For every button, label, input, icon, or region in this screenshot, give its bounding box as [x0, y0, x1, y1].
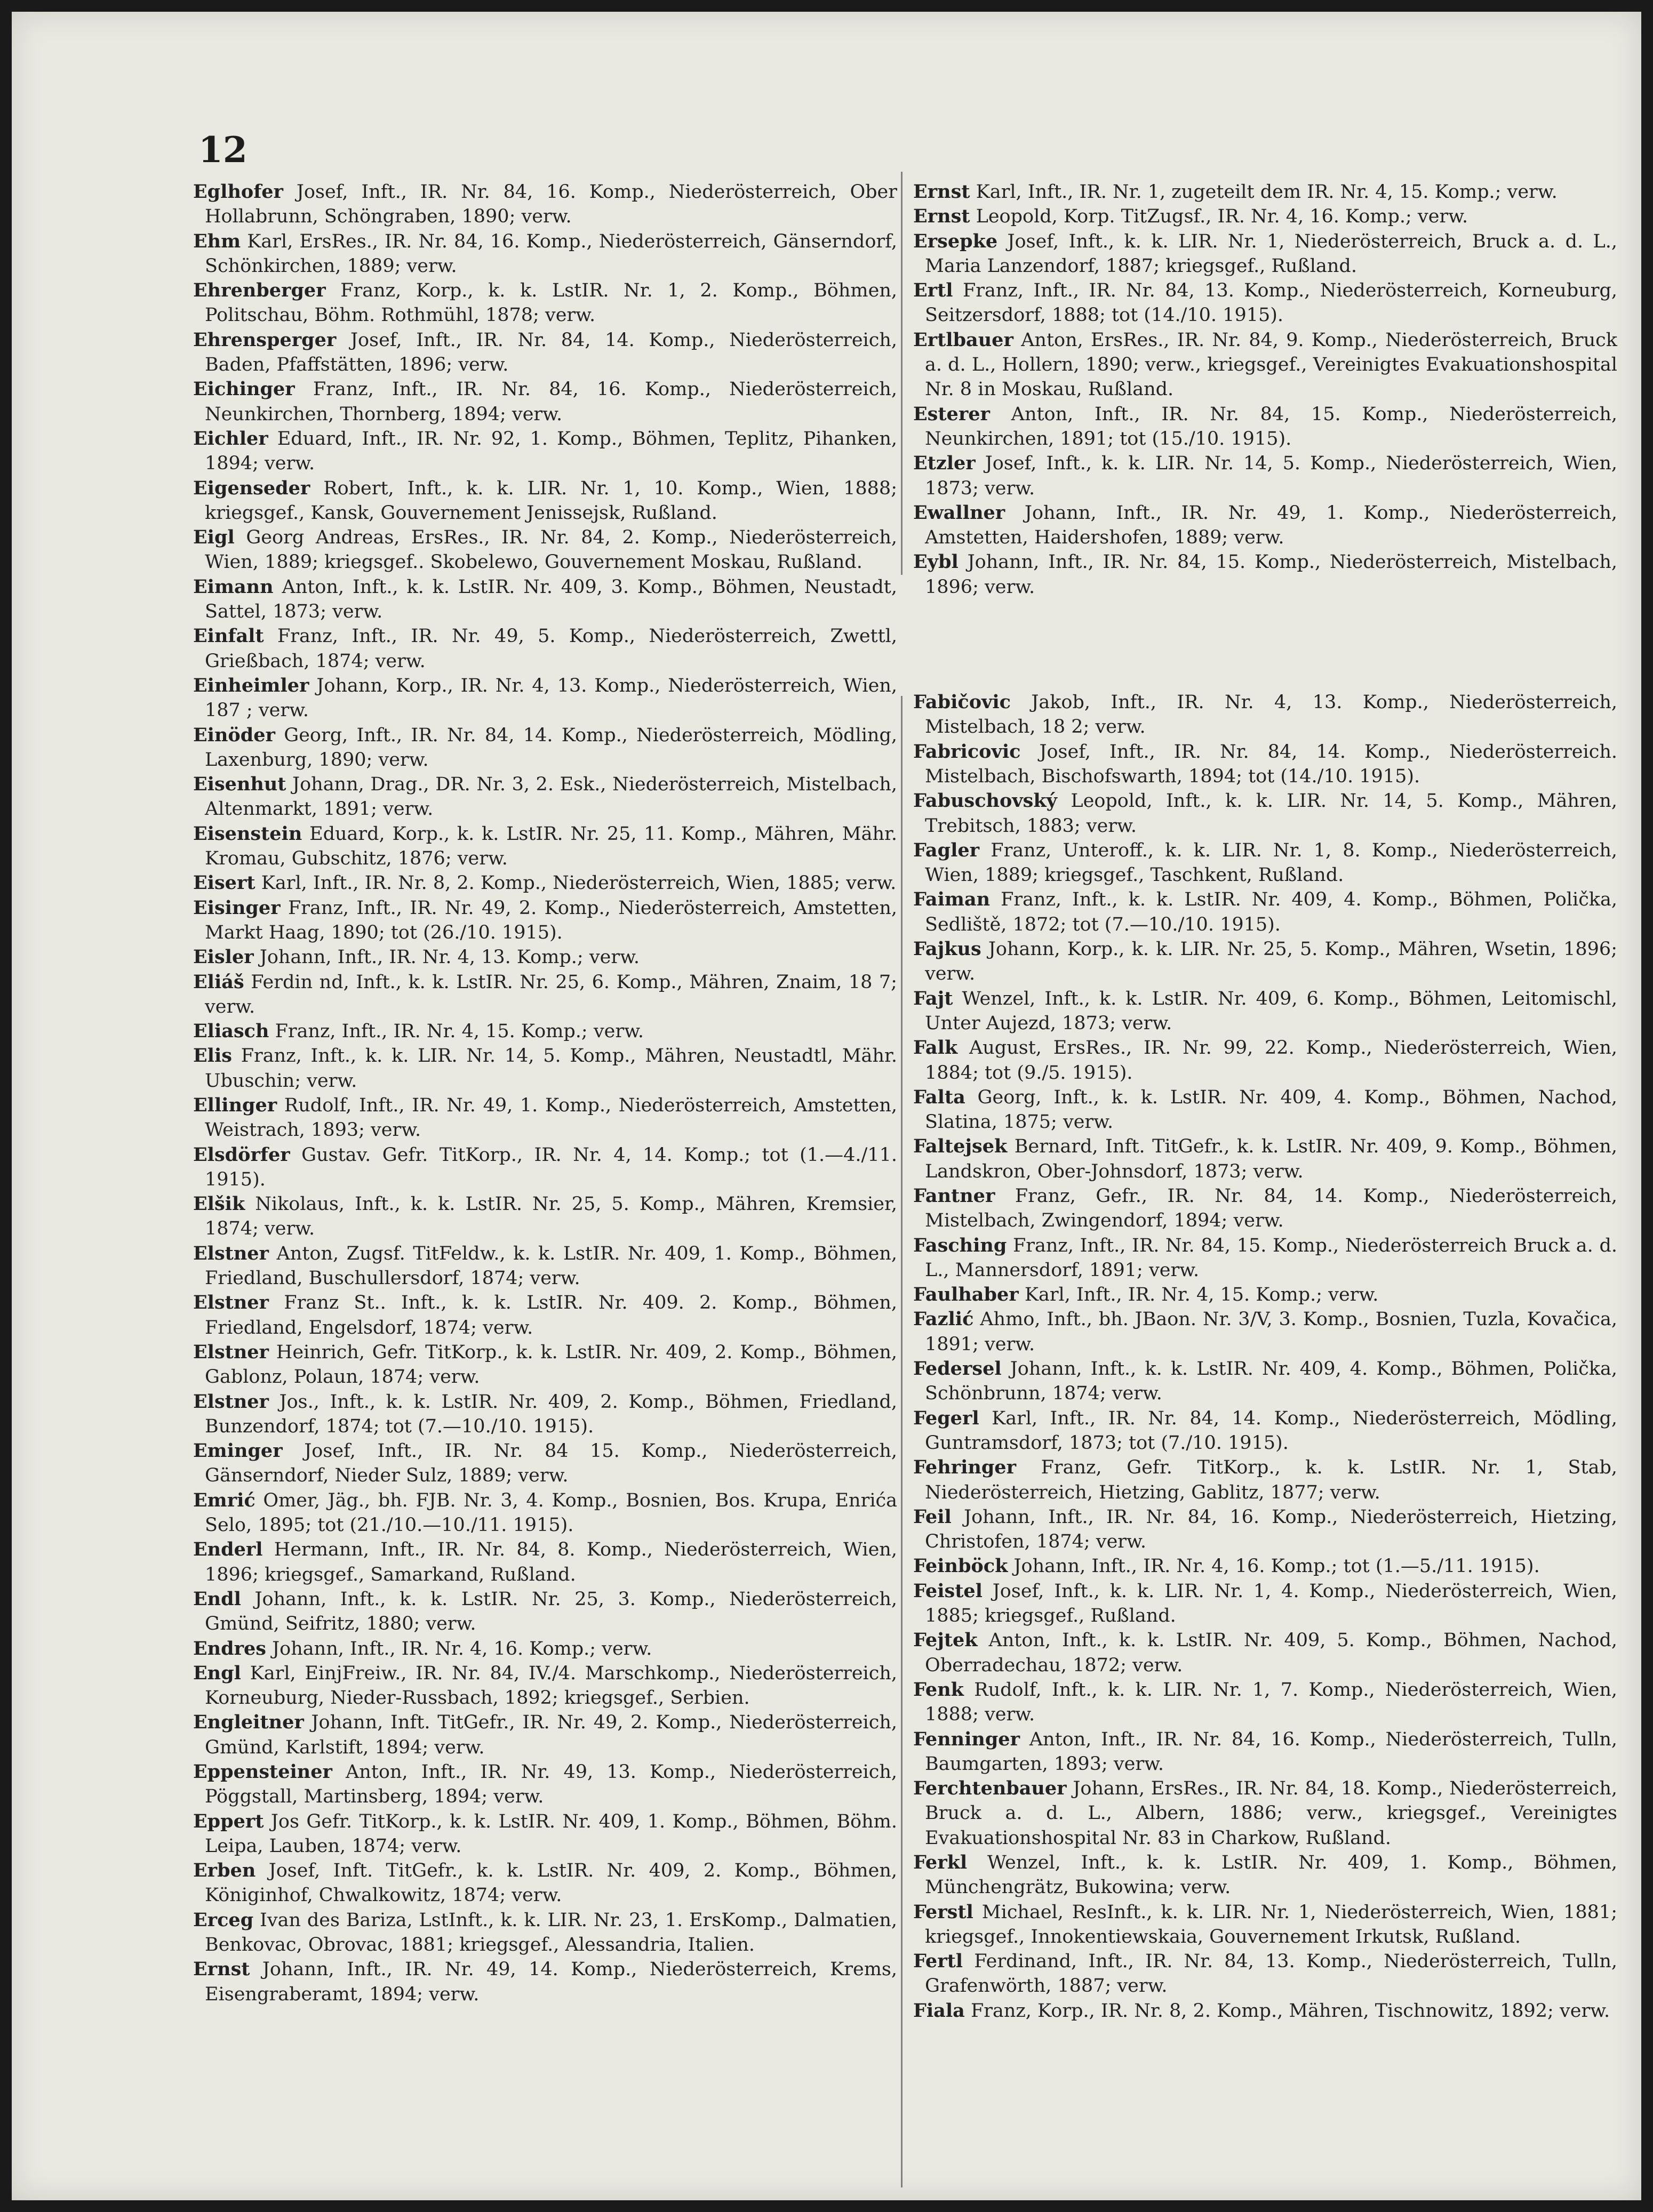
- entry-surname: Feil: [913, 1505, 952, 1528]
- entry-surname: Feinböck: [913, 1555, 1008, 1577]
- entry-surname: Elstner: [193, 1390, 269, 1413]
- entry-details: Heinrich, Gefr. TitKorp., k. k. LstIR. Nr. 409, 2. Komp., Böhmen, Gablonz, Polaun, 1874; verw.: [205, 1341, 897, 1388]
- entry-details: Josef, Inft., IR. Nr. 84 15. Komp., Niederösterreich, Gänserndorf, Nieder Sulz, 1889; verw.: [205, 1440, 897, 1487]
- entry-details: Anton, ErsRes., IR. Nr. 84, 9. Komp., Niederösterreich, Bruck a. d. L., Hollern, 1890; verw., kriegsgef., Vereinigtes Evakuationshospital Nr. 8 in Moskau, Rußland.: [925, 329, 1617, 400]
- register-entry: [913, 1455, 1617, 1505]
- entry-details: Johann, Inft., IR. Nr. 49, 1. Komp., Niederösterreich, Amstetten, Haidershofen, 1889; verw.: [925, 502, 1617, 549]
- register-entry: [193, 772, 897, 822]
- entry-details: Rudolf, Inft., IR. Nr. 49, 1. Komp., Niederösterreich, Amstetten, Weistrach, 1893; verw.: [205, 1094, 897, 1141]
- column-divider: [901, 172, 903, 2187]
- entry-surname: Falk: [913, 1037, 958, 1059]
- entry-surname: Fabricovic: [913, 740, 1021, 763]
- entry-surname: Ernst: [913, 205, 970, 228]
- entry-details: Gustav. Gefr. TitKorp., IR. Nr. 4, 14. Komp.; tot (1.—4./11. 1915).: [205, 1144, 897, 1190]
- register-entry: [193, 278, 897, 328]
- entry-details: Wenzel, Inft., k. k. LstIR. Nr. 409, 1. Komp., Böhmen, Münchengrätz, Bukowina; verw.: [925, 1852, 1617, 1898]
- register-entry: [193, 476, 897, 526]
- entry-surname: Eisler: [193, 946, 254, 968]
- entry-details: Johann, Drag., DR. Nr. 3, 2. Esk., Niederösterreich, Mistelbach, Altenmarkt, 1891; verw.: [205, 774, 897, 820]
- entry-details: August, ErsRes., IR. Nr. 99, 22. Komp., Niederösterreich, Wien, 1884; tot (9./5. 1915).: [925, 1037, 1617, 1084]
- register-entry: [193, 180, 897, 229]
- entry-details: Anton, Inft., IR. Nr. 49, 13. Komp., Niederösterreich, Pöggstall, Martinsberg, 1894; verw.: [205, 1761, 897, 1808]
- entry-details: Eduard, Korp., k. k. LstIR. Nr. 25, 11. Komp., Mähren, Mähr. Kromau, Gubschitz, 1876; verw.: [205, 823, 897, 870]
- register-entry: [913, 1184, 1617, 1233]
- entry-details: Franz, Unteroff., k. k. LIR. Nr. 1, 8. Komp., Niederösterreich, Wien, 1889; kriegsgef., Taschkent, Rußland.: [925, 839, 1617, 886]
- register-entry: [913, 1233, 1617, 1283]
- register-entry: [193, 1390, 897, 1439]
- entry-surname: Eimann: [193, 575, 274, 598]
- entry-surname: Endl: [193, 1588, 241, 1610]
- entry-surname: Ehrensperger: [193, 328, 337, 351]
- entry-surname: Ernst: [193, 1958, 250, 1981]
- register-entry: [193, 871, 897, 895]
- register-entry: [193, 945, 897, 969]
- register-entry: [913, 501, 1617, 550]
- register-entry: [913, 690, 1617, 740]
- entry-details: Michael, ResInft., k. k. LIR. Nr. 1, Niederösterreich, Wien, 1881; kriegsgef., Innokentiewskaia, Gouvernement Irkutsk, Rußland.: [925, 1901, 1617, 1947]
- register-entry: [193, 1143, 897, 1192]
- entry-details: Johann, Inft., IR. Nr. 49, 14. Komp., Niederösterreich, Krems, Eisengraberamt, 1894; verw.: [205, 1959, 897, 2005]
- entry-details: Franz, Inft., k. k. LstIR. Nr. 409, 4. Komp., Böhmen, Polička, Sedliště, 1872; tot (7.—10./10. 1915).: [925, 889, 1617, 935]
- entry-surname: Fejtek: [913, 1629, 978, 1652]
- register-entry: [193, 328, 897, 378]
- entry-details: Johann, Inft., IR. Nr. 4, 16. Komp.; verw.: [272, 1638, 652, 1660]
- entry-details: Anton, Inft., k. k. LstIR. Nr. 409, 5. Komp., Böhmen, Nachod, Oberradechau, 1872; verw.: [925, 1630, 1617, 1676]
- register-entry: [913, 1357, 1617, 1406]
- entry-details: Johann, Inft., IR. Nr. 84, 16. Komp., Niederösterreich, Hietzing, Christofen, 1874; verw.: [925, 1506, 1617, 1553]
- entry-surname: Faulhaber: [913, 1284, 1019, 1306]
- register-entry: [193, 1019, 897, 1044]
- entry-details: Anton, Inft., k. k. LstIR. Nr. 409, 3. Komp., Böhmen, Neustadt, Sattel, 1873; verw.: [205, 576, 897, 623]
- entry-surname: Ferkl: [913, 1852, 968, 1873]
- entry-surname: Ferchtenbauer: [913, 1777, 1067, 1800]
- entry-surname: Falta: [913, 1086, 965, 1108]
- entry-surname: Fabičovic: [913, 691, 1011, 714]
- entry-surname: Fiala: [913, 1999, 965, 2022]
- register-entry: [913, 204, 1617, 229]
- register-entry: [913, 1036, 1617, 1085]
- register-entry: [193, 1661, 897, 1711]
- entry-details: Franz, Inft., IR. Nr. 84, 15. Komp., Niederösterreich Bruck a. d. L., Mannersdorf, 1891; verw.: [925, 1235, 1617, 1281]
- entry-details: Josef, Inft., IR. Nr. 84, 16. Komp., Niederösterreich, Ober Hollabrunn, Schöngraben, 1890; verw.: [205, 181, 897, 228]
- entry-surname: Fazlić: [913, 1308, 974, 1331]
- entry-details: Karl, Inft., IR. Nr. 1, zugeteilt dem IR. Nr. 4, 15. Komp.; verw.: [976, 181, 1558, 203]
- register-entry: [913, 402, 1617, 452]
- entry-surname: Faltejsek: [913, 1135, 1008, 1158]
- register-entry: [193, 1340, 897, 1390]
- entry-surname: Elis: [193, 1045, 232, 1067]
- entry-details: Franz, Gefr. TitKorp., k. k. LstIR. Nr. 1, Stab, Niederösterreich, Hietzing, Gablitz, 1877; verw.: [925, 1457, 1617, 1503]
- document-page: [12, 12, 1641, 2200]
- register-entry: [913, 740, 1617, 789]
- entry-details: Eduard, Inft., IR. Nr. 92, 1. Komp., Böhmen, Teplitz, Pihanken, 1894; verw.: [205, 428, 897, 475]
- register-entry: [913, 1307, 1617, 1357]
- entry-surname: Fasching: [913, 1234, 1007, 1256]
- entry-surname: Ellinger: [193, 1094, 277, 1116]
- entry-details: Josef, Inft., k. k. LIR. Nr. 1, 4. Komp., Niederösterreich, Wien, 1885; kriegsgef., Rußland.: [925, 1580, 1617, 1627]
- entry-surname: Eppensteiner: [193, 1761, 332, 1783]
- entry-surname: Fegerl: [913, 1407, 979, 1429]
- entry-surname: Elsdörfer: [193, 1143, 290, 1166]
- entry-surname: Ehm: [193, 230, 241, 252]
- register-entry: [913, 1727, 1617, 1777]
- register-entry: [913, 1085, 1617, 1135]
- entry-surname: Einheimler: [193, 674, 309, 696]
- register-entry: [193, 674, 897, 723]
- entry-details: Omer, Jäg., bh. FJB. Nr. 3, 4. Komp., Bosnien, Bos. Krupa, Enrića Selo, 1895; tot (21./10.—10./11. 1915).: [205, 1489, 897, 1536]
- register-entry: [193, 1809, 897, 1859]
- register-entry: [913, 987, 1617, 1036]
- entry-surname: Enderl: [193, 1538, 263, 1561]
- entry-surname: Fenk: [913, 1678, 964, 1701]
- register-entry: [193, 1537, 897, 1587]
- entry-details: Josef, Inft., IR. Nr. 84, 14. Komp., Niederösterreich, Baden, Pfaffstätten, 1896; verw.: [205, 329, 897, 376]
- entry-surname: Fagler: [913, 839, 980, 861]
- entry-surname: Eisert: [193, 872, 255, 894]
- entry-surname: Ernst: [913, 181, 970, 203]
- register-entry: [913, 1678, 1617, 1727]
- register-entry: [193, 1192, 897, 1241]
- entry-surname: Elstner: [193, 1341, 269, 1363]
- entry-details: Karl, Inft., IR. Nr. 4, 15. Komp.; verw.: [1024, 1284, 1379, 1306]
- register-entry: [913, 887, 1617, 937]
- entry-details: Johann, ErsRes., IR. Nr. 84, 18. Komp., Niederösterreich, Bruck a. d. L., Albern, 1886; verw., kriegsgef., Vereinigtes Evakuationshospital Nr. 83 in Charkow, Rußland.: [925, 1778, 1617, 1849]
- register-entry: [193, 723, 897, 773]
- entry-surname: Faiman: [913, 888, 991, 911]
- entry-details: Anton, Inft., IR. Nr. 84, 15. Komp., Niederösterreich, Neunkirchen, 1891; tot (15./10. 1915).: [925, 403, 1617, 450]
- register-entry: [913, 1949, 1617, 1999]
- register-entry: [193, 1710, 897, 1760]
- entry-surname: Eigl: [193, 526, 235, 549]
- entry-surname: Elšik: [193, 1193, 245, 1215]
- right-column-top-section: [913, 180, 1617, 599]
- entry-surname: Einöder: [193, 724, 275, 746]
- entry-surname: Ertl: [913, 279, 953, 302]
- entry-surname: Fabuschovský: [913, 790, 1057, 812]
- entry-surname: Fajt: [913, 987, 953, 1009]
- entry-details: Josef, Inft., IR. Nr. 84, 14. Komp., Niederösterreich. Mistelbach, Bischofswarth, 1894; tot (14./10. 1915).: [925, 741, 1617, 787]
- register-entry: [193, 1439, 897, 1488]
- register-entry: [193, 1760, 897, 1809]
- entry-details: Wenzel, Inft., k. k. LstIR. Nr. 409, 6. Komp., Böhmen, Leitomischl, Unter Aujezd, 1873; verw.: [925, 988, 1617, 1034]
- register-entry: [913, 278, 1617, 328]
- entry-details: Josef, Inft., k. k. LIR. Nr. 14, 5. Komp., Niederösterreich, Wien, 1873; verw.: [925, 453, 1617, 499]
- entry-details: Franz, Inft., IR. Nr. 84, 13. Komp., Niederösterreich, Korneuburg, Seitzersdorf, 1888; tot (14./10. 1915).: [925, 280, 1617, 326]
- entry-surname: Fenninger: [913, 1728, 1020, 1750]
- register-entry: [193, 1637, 897, 1661]
- entry-details: Franz, Inft., IR. Nr. 49, 2. Komp., Niederösterreich, Amstetten, Markt Haag, 1890; tot (26./10. 1915).: [205, 897, 897, 943]
- entry-surname: Erceg: [193, 1909, 254, 1931]
- entry-details: Jos Gefr. TitKorp., k. k. LstIR. Nr. 409, 1. Komp., Böhmen, Böhm. Leipa, Lauben, 1874; verw.: [205, 1810, 897, 1857]
- entry-surname: Feistel: [913, 1580, 983, 1602]
- register-entry: [193, 1291, 897, 1340]
- entry-details: Karl, EinjFreiw., IR. Nr. 84, IV./4. Marschkomp., Niederösterreich, Korneuburg, Nieder-Russbach, 1892; kriegsgef., Serbien.: [205, 1662, 897, 1709]
- entry-details: Georg Andreas, ErsRes., IR. Nr. 84, 2. Komp., Niederösterreich, Wien, 1889; kriegsgef.. Skobelewo, Gouvernement Moskau, Rußland.: [205, 527, 897, 573]
- entry-details: Franz, Inft., k. k. LIR. Nr. 14, 5. Komp., Mähren, Neustadtl, Mähr. Ubuschin; verw.: [205, 1045, 897, 1092]
- register-entry: [913, 180, 1617, 204]
- entry-surname: Eppert: [193, 1810, 264, 1832]
- entry-surname: Engl: [193, 1662, 241, 1684]
- register-entry: [913, 1628, 1617, 1678]
- entry-details: Karl, Inft., IR. Nr. 8, 2. Komp., Niederösterreich, Wien, 1885; verw.: [261, 872, 897, 894]
- register-entry: [913, 451, 1617, 501]
- register-entry: [193, 229, 897, 279]
- entry-details: Franz, Korp., IR. Nr. 8, 2. Komp., Mähren, Tischnowitz, 1892; verw.: [970, 2000, 1610, 2022]
- register-entry: [193, 427, 897, 476]
- entry-details: Anton, Inft., IR. Nr. 84, 16. Komp., Niederösterreich, Tulln, Baumgarten, 1893; verw.: [925, 1728, 1617, 1775]
- right-column-bottom-section: [913, 690, 1617, 2023]
- entry-surname: Eisinger: [193, 896, 281, 919]
- register-entry: [913, 838, 1617, 888]
- entry-surname: Engleitner: [193, 1711, 304, 1734]
- entry-surname: Eminger: [193, 1440, 283, 1462]
- entry-details: Jakob, Inft., IR. Nr. 4, 13. Komp., Niederösterreich, Mistelbach, 18 2; verw.: [925, 692, 1617, 738]
- entry-surname: Eigenseder: [193, 477, 310, 499]
- entry-details: Georg, Inft., IR. Nr. 84, 14. Komp., Niederösterreich, Mödling, Laxenburg, 1890; verw.: [205, 724, 897, 771]
- entry-details: Jos., Inft., k. k. LstIR. Nr. 409, 2. Komp., Böhmen, Friedland, Bunzendorf, 1874; tot (7.—10./10. 1915).: [205, 1391, 897, 1437]
- register-entry: [193, 1044, 897, 1093]
- entry-details: Johann, Korp., IR. Nr. 4, 13. Komp., Niederösterreich, Wien, 187 ; verw.: [205, 675, 897, 722]
- register-entry: [193, 1093, 897, 1143]
- entry-surname: Eglhofer: [193, 181, 284, 203]
- page-number: 12: [198, 129, 247, 171]
- entry-details: Franz, Inft., IR. Nr. 84, 16. Komp., Niederösterreich, Neunkirchen, Thornberg, 1894; verw.: [205, 379, 897, 425]
- entry-details: Robert, Inft., k. k. LIR. Nr. 1, 10. Komp., Wien, 1888; kriegsgef., Kansk, Gouvernement Jenissejsk, Rußland.: [205, 477, 897, 524]
- register-entry: [193, 896, 897, 945]
- entry-details: Ferdin nd, Inft., k. k. LstIR. Nr. 25, 6. Komp., Mähren, Znaim, 18 7; verw.: [205, 971, 897, 1017]
- register-entry: [913, 550, 1617, 599]
- entry-surname: Fehringer: [913, 1456, 1017, 1479]
- section-gap: [913, 599, 1617, 690]
- entry-surname: Eisenhut: [193, 773, 286, 796]
- entry-details: Johann, Inft., IR. Nr. 84, 15. Komp., Niederösterreich, Mistelbach, 1896; verw.: [925, 551, 1617, 598]
- entry-surname: Eybl: [913, 551, 959, 573]
- entry-details: Franz, Korp., k. k. LstIR. Nr. 1, 2. Komp., Böhmen, Politschau, Böhm. Rothmühl, 1878; verw.: [205, 280, 897, 326]
- entry-surname: Eichinger: [193, 378, 295, 400]
- register-entry: [913, 1554, 1617, 1578]
- entry-surname: Fantner: [913, 1184, 995, 1207]
- entry-surname: Ewallner: [913, 501, 1005, 524]
- register-entry: [193, 970, 897, 1020]
- entry-surname: Erben: [193, 1860, 256, 1882]
- entry-details: Georg, Inft., k. k. LstIR. Nr. 409, 4. Komp., Böhmen, Nachod, Slatina, 1875; verw.: [925, 1086, 1617, 1133]
- entry-details: Rudolf, Inft., k. k. LIR. Nr. 1, 7. Komp., Niederösterreich, Wien, 1888; verw.: [925, 1679, 1617, 1726]
- entry-surname: Einfalt: [193, 625, 264, 647]
- register-entry: [193, 1908, 897, 1958]
- entry-surname: Elstner: [193, 1292, 269, 1314]
- entry-details: Leopold, Korp. TitZugsf., IR. Nr. 4, 16. Komp.; verw.: [976, 206, 1468, 228]
- register-entry: [913, 1900, 1617, 1950]
- entry-details: Bernard, Inft. TitGefr., k. k. LstIR. Nr. 409, 9. Komp., Böhmen, Landskron, Ober-Johnsdorf, 1873; verw.: [925, 1136, 1617, 1182]
- entry-details: Karl, Inft., IR. Nr. 84, 14. Komp., Niederösterreich, Mödling, Guntramsdorf, 1873; tot (7./10. 1915).: [925, 1407, 1617, 1454]
- entry-surname: Ferstl: [913, 1901, 973, 1923]
- register-entry: [193, 822, 897, 871]
- register-entry: [913, 328, 1617, 402]
- entry-details: Johann, Inft., k. k. LstIR. Nr. 25, 3. Komp., Niederösterreich, Gmünd, Seifritz, 1880; verw.: [205, 1588, 897, 1635]
- entry-surname: Esterer: [913, 403, 990, 425]
- entry-details: Franz, Inft., IR. Nr. 49, 5. Komp., Niederösterreich, Zwettl, Grießbach, 1874; verw.: [205, 626, 897, 672]
- register-entry: [913, 1579, 1617, 1629]
- register-entry: [913, 937, 1617, 987]
- register-entry: [193, 624, 897, 674]
- register-entry: [913, 1134, 1617, 1184]
- entry-details: Johann, Inft., IR. Nr. 4, 16. Komp.; tot (1.—5./11. 1915).: [1013, 1556, 1540, 1577]
- entry-surname: Ertlbauer: [913, 328, 1013, 351]
- register-entry: [913, 789, 1617, 838]
- entry-surname: Eisenstein: [193, 822, 302, 845]
- register-entry: [193, 575, 897, 624]
- entry-details: Franz St.. Inft., k. k. LstIR. Nr. 409. 2. Komp., Böhmen, Friedland, Engelsdorf, 1874; verw.: [205, 1292, 897, 1339]
- entry-surname: Elstner: [193, 1242, 269, 1264]
- register-entry: [913, 1776, 1617, 1850]
- entry-details: Johann, Inft., IR. Nr. 4, 13. Komp.; verw.: [259, 947, 640, 968]
- entry-surname: Eliasch: [193, 1020, 269, 1043]
- register-entry: [913, 1283, 1617, 1307]
- entry-details: Karl, ErsRes., IR. Nr. 84, 16. Komp., Niederösterreich, Gänserndorf, Schönkirchen, 1889; verw.: [205, 230, 897, 277]
- register-entry: [193, 1957, 897, 2007]
- entry-details: Josef, Inft., k. k. LIR. Nr. 1, Niederösterreich, Bruck a. d. L., Maria Lanzendorf, 1887; kriegsgef., Rußland.: [925, 230, 1617, 277]
- entry-surname: Etzler: [913, 452, 976, 475]
- entry-surname: Eliáš: [193, 971, 244, 993]
- entry-details: Franz, Gefr., IR. Nr. 84, 14. Komp., Niederösterreich, Mistelbach, Zwingendorf, 1894; verw.: [925, 1185, 1617, 1232]
- entry-surname: Fertl: [913, 1950, 963, 1973]
- entry-details: Franz, Inft., IR. Nr. 4, 15. Komp.; verw.: [275, 1021, 644, 1043]
- entry-surname: Fajkus: [913, 938, 981, 960]
- register-entry: [193, 1587, 897, 1637]
- entry-surname: Emrić: [193, 1489, 255, 1511]
- entry-details: Ferdinand, Inft., IR. Nr. 84, 13. Komp., Niederösterreich, Tulln, Grafenwörth, 1887; verw.: [925, 1951, 1617, 1997]
- register-entry: [913, 1406, 1617, 1456]
- register-entry: [193, 1488, 897, 1538]
- entry-details: Johann, Inft., k. k. LstIR. Nr. 409, 4. Komp., Böhmen, Polička, Schönbrunn, 1874; verw.: [925, 1358, 1617, 1405]
- right-column: [913, 180, 1617, 2023]
- entry-details: Hermann, Inft., IR. Nr. 84, 8. Komp., Niederösterreich, Wien, 1896; kriegsgef., Samarkand, Rußland.: [205, 1539, 897, 1585]
- entry-details: Leopold, Inft., k. k. LIR. Nr. 14, 5. Komp., Mähren, Trebitsch, 1883; verw.: [925, 790, 1617, 837]
- entry-details: Johann, Korp., k. k. LIR. Nr. 25, 5. Komp., Mähren, Wsetin, 1896; verw.: [925, 939, 1617, 985]
- entry-surname: Ehrenberger: [193, 279, 326, 302]
- entry-surname: Federsel: [913, 1358, 1002, 1380]
- entry-details: Ahmo, Inft., bh. JBaon. Nr. 3/V, 3. Komp., Bosnien, Tuzla, Kovačica, 1891; verw.: [925, 1309, 1617, 1355]
- entry-surname: Ersepke: [913, 230, 998, 252]
- register-entry: [913, 1999, 1617, 2023]
- entry-details: Nikolaus, Inft., k. k. LstIR. Nr. 25, 5. Komp., Mähren, Kremsier, 1874; verw.: [205, 1193, 897, 1240]
- entry-details: Johann, Inft. TitGefr., IR. Nr. 49, 2. Komp., Niederösterreich, Gmünd, Karlstift, 1894; verw.: [205, 1712, 897, 1758]
- entry-surname: Endres: [193, 1637, 267, 1660]
- register-entry: [913, 229, 1617, 279]
- entry-details: Ivan des Bariza, LstInft., k. k. LIR. Nr. 23, 1. ErsKomp., Dalmatien, Benkovac, Obrovac, 1881; kriegsgef., Alessandria, Italien.: [205, 1909, 897, 1956]
- register-entry: [193, 1241, 897, 1291]
- left-column: [193, 180, 897, 2007]
- entry-details: Anton, Zugsf. TitFeldw., k. k. LstIR. Nr. 409, 1. Komp., Böhmen, Friedland, Buschullersdorf, 1874; verw.: [205, 1243, 897, 1289]
- register-entry: [913, 1850, 1617, 1900]
- register-entry: [193, 525, 897, 575]
- entry-details: Josef, Inft. TitGefr., k. k. LstIR. Nr. 409, 2. Komp., Böhmen, Königinhof, Chwalkowitz, 1874; verw.: [205, 1860, 897, 1906]
- entry-surname: Eichler: [193, 427, 268, 450]
- register-entry: [913, 1505, 1617, 1554]
- register-entry: [193, 1858, 897, 1908]
- register-entry: [193, 377, 897, 427]
